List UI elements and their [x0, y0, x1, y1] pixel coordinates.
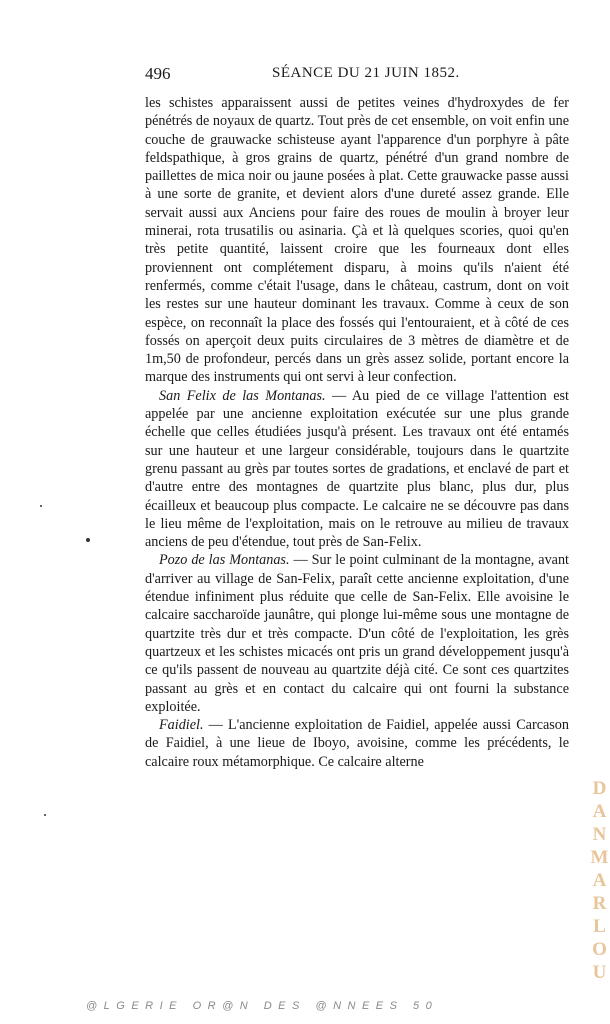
body-text: [145, 94, 569, 771]
paragraph-text: — Au pied de ce village l'attention est appelée par une ancienne exploitation exécutée sur une plus grande échelle que celles étudiées jusqu'à présent. Les travaux ont été entamés sur une hauteur et une largeur considérable, toujours dans le quartzite grenu passant au grès par toutes sortes de gradations, et enclavé de part et d'autre entre des montagnes de quartzite plus blanc, plus dur, plus écailleux et beaucoup plus compacte. Le calcaire ne se découvre pas dans le lieu même de l'exploitation, mais on le retrouve au milieu de travaux anciens de peu d'étendue, tout près de San-Felix.: [145, 387, 569, 551]
paragraph-text: les schistes apparaissent aussi de petites veines d'hydroxydes de fer pénétrés de noyaux de quartz. Tout près de cet ensemble, on voit enfin une couche de grauwacke schisteuse ayant l'apparence d'un porphyre à pâte feldspathique, à gros grains de quartz, pénétré d'un grand nombre de paillettes de mica noir ou jaune posées à plat. Cette grauwacke passe aussi à une sorte de granite, et devient alors d'une dureté assez grande. Elle servait aussi aux Anciens pour faire des roues de moulin à broyer leur minerai, rota trusatilis ou asinaria. Çà et là quelques scories, quoi qu'en très petite quantité, laissent croire que les fourneaux dont elles proviennent ont complétement disparu, à moins qu'ils n'aient été renfermés, comme c'était l'usage, dans le château, castrum, dont on voit les restes sur une hauteur dominant les travaux. Comme à ceux de son espèce, on reconnaît la place des fossés qui l'entouraient, et à côté de ces fossés on aperçoit deux puits circulaires de 3 mètres de diamètre et de 1m,50 de profondeur, percés dans un grès assez solide, portant encore la marque des instruments qui ont servi à leur confection.: [145, 95, 569, 386]
paragraph-continuation: [145, 94, 569, 387]
paragraph-lead: San Felix de las Montanas.: [159, 387, 326, 404]
margin-speck: [40, 505, 42, 507]
paragraph-text: — Sur le point culminant de la montagne, avant d'arriver au village de San-Felix, paraît cette ancienne exploitation, d'une étendue infiniment plus réduite que celle de San-Felix. Elle avoisine le calcaire saccharoïde jaunâtre, qui plonge lui-même sous une montagne de quartzite très dur et très compacte. D'un côté de l'exploitation, les grès quartzeux et les schistes micacés ont pris un grand développement jusqu'à ce qu'ils passent de nouveau au quartzite déjà cité. Ce sont ces quartzites passant au grès et en contact du calcaire qui ont fourni la substance exploitée.: [145, 552, 569, 715]
margin-speck: [86, 538, 90, 542]
page-header: [145, 64, 575, 86]
page-number: 496: [145, 64, 171, 83]
side-watermark: DANMARLOU: [589, 778, 610, 985]
paragraph-lead: Pozo de las Montanas.: [159, 552, 290, 569]
footer-watermark: @LGERIE OR@N DES @NNEES 50: [86, 1000, 439, 1012]
paragraph-pozo: [145, 551, 569, 716]
running-title: SÉANCE DU 21 JUIN 1852.: [272, 65, 460, 81]
paragraph-faidiel: [145, 716, 569, 771]
paragraph-text: — L'ancienne exploitation de Faidiel, appelée aussi Carcason de Faidiel, à une lieue de Iboyo, avoisine, comme les précédents, le calcaire roux métamorphique. Ce calcaire alterne: [145, 717, 569, 770]
paragraph-san-felix: [145, 387, 569, 552]
margin-speck: [44, 814, 46, 816]
paragraph-lead: Faidiel.: [159, 717, 204, 734]
